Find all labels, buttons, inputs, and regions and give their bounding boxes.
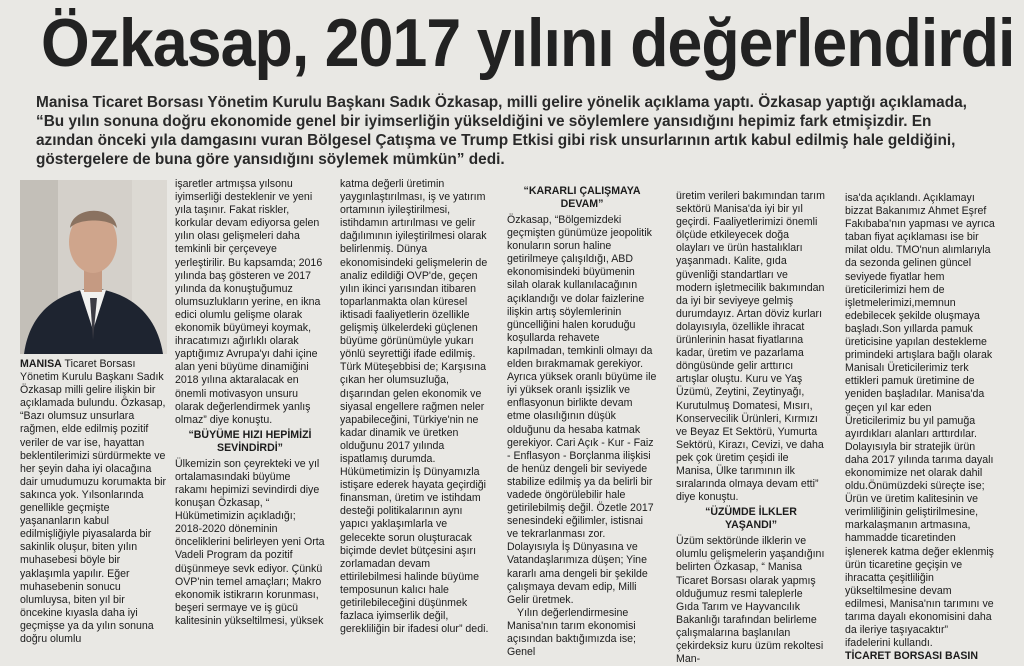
headline: Özkasap, 2017 yılını değerlendirdi — [40, 5, 1015, 81]
photo-caption — [20, 358, 168, 646]
column-2-text: katma değerli üretimin yaygınlaştırılması, iş ve yatırım ortamının iyileştirilmesi, istihdamın artırılması ve gelir dağılımının iyileştirilmesi olarak belirlenmiş. Dünya ekonomisindeki gelişmelerin de analiz edildiği OVP'de, geçen yılın ikinci yarısından itibaren toparlanmakta olan küresel iktisadi faaliyetlerin özellikle gelişmiş ülkelerdeki güçlenen büyüme görünümüyle yukarı yönlü seyrettiği ifade edilmiş. Türk Müteşebbisi de; Karşısına çıkan her olumsuzluğa, dışarından gelen ekonomik ve siyasal engellere rağmen neler yapabileceğini, Türkiye'nin ne kadar dinamik ve üretken olduğunu 2017 yılında ispatlamış durumda. Hükümetimizin İş Dünyamızla istişare ederek hayata geçirdiği finansman, üretim ve istihdam desteği politikalarının aynı yapıcı yaklaşımlarla ve gelecekte sorun oluşturacak biçimde devlet bütçesini aşırı zorlamadan devam ettirilebilmesi halinde büyüme temposunun kalıcı hale getirilebileceğini düşünmek fazlaca iyimserlik değil, gerekliliğin bir ifadesi olur” dedi. — [340, 178, 489, 636]
column-4-text-a: üretim verileri bakımından tarım sektörü Manisa'da iyi bir yıl geçirdi. Faaliyetlerimizi önemli ölçüde etkileyecek doğa olayları ve ürün hastalıkları yaşanmadı. Kalite, gıda güvenliği standartları ve modern işletmecilik bakımından da iyi bir seviyeye gelmiş durumdayız. Artan döviz kurları dolayısıyla, özellikle ihracat ürünlerinin hasat fiyatlarına kadar, üretim ve pazarlama döngüsünde gelir arttırıcı artışlar oluştu. Kuru ve Yaş Üzümü, Zeytini, Zeytinyağı, Kurutulmuş Domatesi, Mısırı, Konservecilik Ürünleri, Kırmızı ve Beyaz Et Sektörü, Yumurta Sektörü, Kirazı, Cevizi, ve daha pek çok üretim çeşidi ile Manisa, Ülke tarımının ilk sıralarında olmaya devam etti” diye konuştu. — [676, 190, 825, 504]
subheading-uzum: “ÜZÜMDE İLKLER YAŞANDI” — [705, 506, 797, 532]
subheading-kararli: “KARARLI ÇALIŞMAYA DEVAM” — [523, 185, 641, 210]
subheading-buyume: “BÜYÜME HIZI HEPİMİZİ SEVİNDİRDİ” — [188, 428, 312, 454]
column-1-text-a: işaretler artmışsa yılsonu iyimserliği desteklenir ve yeni yıla taşınır. Fakat riskler, korkular devam ediyorsa gelen yılın olası gelişmeleri daha temkinli bir çerçeveye yerleştirilir. Bu kapsamda; 2016 yılında baş gösteren ve 2017 yılında da konuştuğumuz olumsuzlukların yerine, en ikna edici olumlu gelişme olarak ekonomik büyümeyi koymak, ihracatımızı ağırlıklı olarak yaptığımız Avrupa'yı dahi içine alan yeni büyüme dinamiğini 2018 yılına aktaralacak en önemli motivasyon unsuru olarak değerlendirmek yanlış olmaz” diye konuştu. — [175, 178, 323, 426]
column-4 — [676, 190, 826, 666]
column-3-text-a: Özkasap, “Bölgemizdeki geçmişten günümüze jeopolitik konuların sorun haline getirilmeye çalışıldığı, ABD ekonomisindeki büyümenin silah olarak kullanılacağının açıklandığı ve dolar faizlerine ilişkin artış söylemlerinin güncelliğini halen koruduğu koşullarda rehavete kapılmadan, temkinli olmayı da elden bırakmamak gerekiyor. Ayrıca yüksek oranlı büyüme ile iyi yüksek oranlı işsizlik ve enflasyonun birlikte devam etme olasılığının düşük olduğunu da hesaba katmak gerekiyor. Cari Açık - Kur - Faiz - Enflasyon - Borçlanma ilişkisi de henüz dengeli bir seviyede stabilize edilmiş ya da belirli bir vadede öngörülebilir hale getirilebilmiş değil. Özetle 2017 senesindeki eğilimler, istisnai ve tekrarlanması zor. Dolayısıyla İş Dünyasına ve Vatandaşlarımıza düşen; Yine kararlı ama dengeli bir şekilde çalışmaya devam edip, Milli Gelir üretmek. — [507, 214, 657, 606]
column-1-text-b: Ülkemizin son çeyrekteki ve yıl ortalamasındaki büyüme rakamı hepimizi sevindirdi diye konuşan Özkasap, “ Hükümetimizin açıkladığı; 2018-2020 döneminin önceliklerini belirleyen yeni Orta Vadeli Program da pozitif düşünmeye sevk ediyor. Çünkü OVP'nin temel amaçları; Makro ekonomik istikrarın korunması, beşeri sermaye ve iş gücü kalitesinin yükseltilmesi, yüksek — [175, 457, 325, 627]
column-5 — [845, 192, 995, 663]
column-3-text-b: Yılın değerlendirmesine Manisa'nın tarım ekonomisi açısından baktığımızda ise; Genel — [507, 606, 636, 659]
column-4-text-b: Üzüm sektöründe ilklerin ve olumlu gelişmelerin yaşandığını belirten Özkasap, “ Manisa Ticaret Borsası olarak yapmış olduğumuz resmi taleplerle Gıda Tarım ve Hayvancılık Bakanlığı tarafından belirleme çalışmalarına başlanılan çekirdeksiz kuru üzüm rekoltesi Man- — [676, 535, 825, 666]
column-1 — [175, 178, 325, 628]
column-3 — [507, 183, 657, 659]
signoff: TİCARET BORSASI BASIN — [845, 650, 979, 663]
caption-lead: MANISA — [20, 358, 62, 370]
portrait-illustration — [20, 180, 167, 354]
column-2 — [340, 178, 490, 636]
lede-text: Manisa Ticaret Borsası Yönetim Kurulu Başkanı Sadık Özkasap, milli gelire yönelik açıklama yaptı. Özkasap yaptığı açıklamada, “Bu yılın sonuna doğru ekonomide genel bir iyimserliğin yükseldiğini ve söylemlere yansıdığını hepimiz fark etmişizdir. En azından önceki yıla damgasını vuran Bölgesel Çatışma ve Trump Etkisi gibi risk unsurlarının artık kabul edilmiş hale geldiğini, göstergelere de buna göre yansıdığını söylemek mümkün” dedi. — [36, 94, 967, 168]
portrait-photo — [20, 180, 167, 354]
column-5-text: isa'da açıklandı. Açıklamayı bizzat Bakanımız Ahmet Eşref Fakıbaba'nın yapması ve ayrıca taban fiyat açıklaması ise bir milat oldu. TMO'nun alımlarıyla da sezonda gelinen güncel seviyede fiyatlar hem üreticilerimizi hem de işletmelerimizi,memnun edebilecek şekilde oluşmaya başladı.Son yıllarda pamuk üreticisine yapılan destekleme primindeki artışlara bağlı olarak Manisalı Üreticilerimiz terk ettikleri pamuk üretimine de yeniden başladılar. Manisa'da geçen yıl kar eden Üreticilerimiz bu yıl pamuğa ayırdıkları alanları arttırdılar. Dolayısıyla bir stratejik ürün daha 2017 yılında tarıma dayalı ekonomimize net olarak dahil oldu.Önümüzdeki süreçte ise; Ürün ve üretim kalitesinin ve verimliliğinin geliştirilmesine, markalaşmanın artmasına, hammadde ticaretinden işlenerek katma değer eklenmiş ürün ticaretine geçişin ve ihracatta çeşitliliğin yükseltilmesine devam edilmesi, Manisa'nın tarımını ve tarıma dayalı ekonomisini daha da ileriye taşıyacaktır” ifadelerini kullandı. — [845, 192, 995, 650]
lede-paragraph — [36, 93, 991, 169]
caption-text: Ticaret Borsası Yönetim Kurulu Başkanı Sadık Özkasap milli gelire ilişkin bir açıklamada bulundu. Özkasap, “Bazı olumsuz unsurlara rağmen, elde edilmiş pozitif veriler de var ise, hayattan beklentilerimizi sürdürmekte ve her şeyin daha iyi olacağına dair umudumuzu korumakta bir sakınca yok. Yılsonlarında genellikle geçmişte yaşananların kabul edilmişliğiyle piyasalarda bir sakinlik oluşur, biten yılın muhasebesi böyle bir yaklaşımla yapılır. Eğer muhasebenin sonucu olumluysa, biten yıl bir öncekine kıyasla daha iyi geçmişse ya da yılın sonuna doğru olumlu — [20, 358, 167, 645]
